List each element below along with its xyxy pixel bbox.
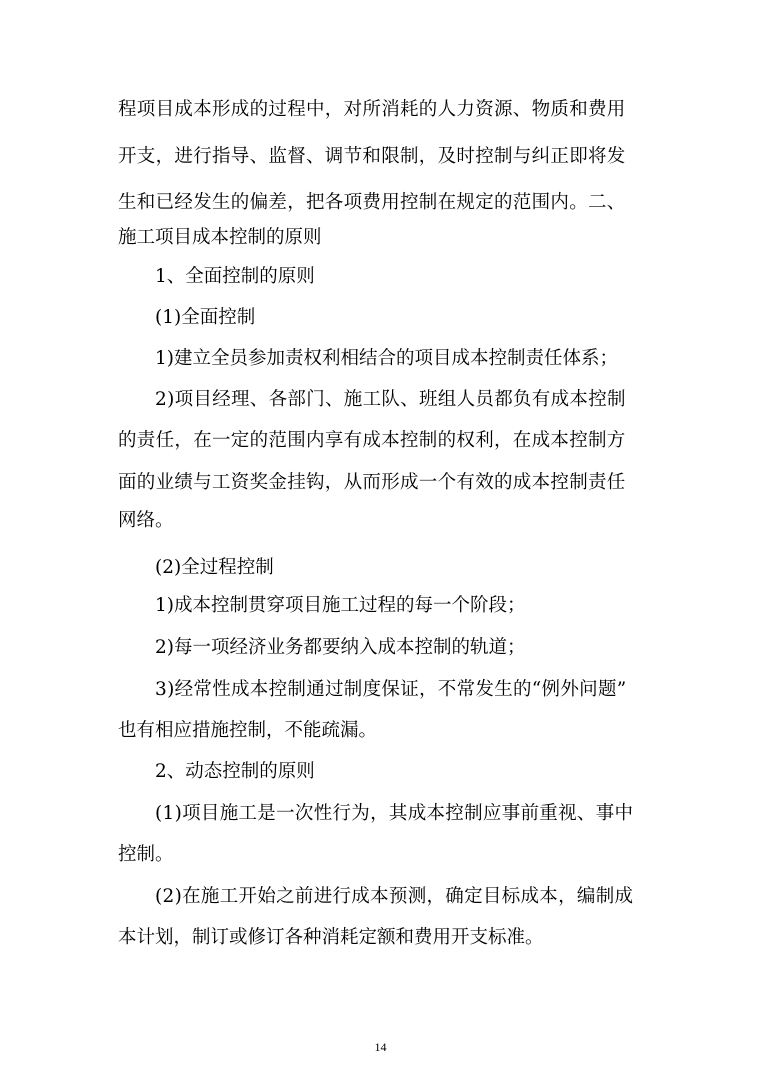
paragraph-line: (1)全面控制 (155, 307, 256, 328)
paragraph-line: 2)项目经理、各部门、施工队、班组人员都负有成本控制 (155, 389, 626, 410)
paragraph-line: (2)在施工开始之前进行成本预测，确定目标成本，编制成 (155, 886, 634, 907)
paragraph-line: 1)建立全员参加责权利相结合的项目成本控制责任体系； (155, 348, 618, 369)
paragraph-line: 网络。 (118, 510, 174, 531)
subsection-heading: 1、全面控制的原则 (155, 266, 315, 287)
paragraph-line: 3)经常性成本控制通过制度保证，不常发生的“例外问题” (155, 679, 627, 700)
paragraph-line: 也有相应措施控制，不能疏漏。 (118, 720, 378, 741)
paragraph-line: 面的业绩与工资奖金挂钩，从而形成一个有效的成本控制责任 (118, 472, 626, 493)
paragraph-line: 1)成本控制贯穿项目施工过程的每一个阶段； (155, 595, 526, 616)
paragraph-line: (1)项目施工是一次性行为，其成本控制应事前重视、事中 (155, 803, 634, 824)
paragraph-line: 控制。 (118, 844, 174, 865)
section-heading: 施工项目成本控制的原则 (118, 227, 322, 248)
paragraph-line: 程项目成本形成的过程中，对所消耗的人力资源、物质和费用 (118, 99, 626, 120)
paragraph-line: 2)每一项经济业务都要纳入成本控制的轨道； (155, 637, 526, 658)
page-number: 14 (374, 1040, 387, 1054)
paragraph-line: 本计划，制订或修订各种消耗定额和费用开支标准。 (118, 927, 544, 948)
paragraph-line: 生和已经发生的偏差，把各项费用控制在规定的范围内。二、 (118, 192, 626, 213)
subsection-heading: 2、动态控制的原则 (155, 761, 315, 782)
paragraph-line: (2)全过程控制 (155, 557, 274, 578)
paragraph-line: 的责任，在一定的范围内享有成本控制的权利，在成本控制方 (118, 430, 626, 451)
paragraph-line: 开支，进行指导、监督、调节和限制，及时控制与纠正即将发 (118, 146, 626, 167)
